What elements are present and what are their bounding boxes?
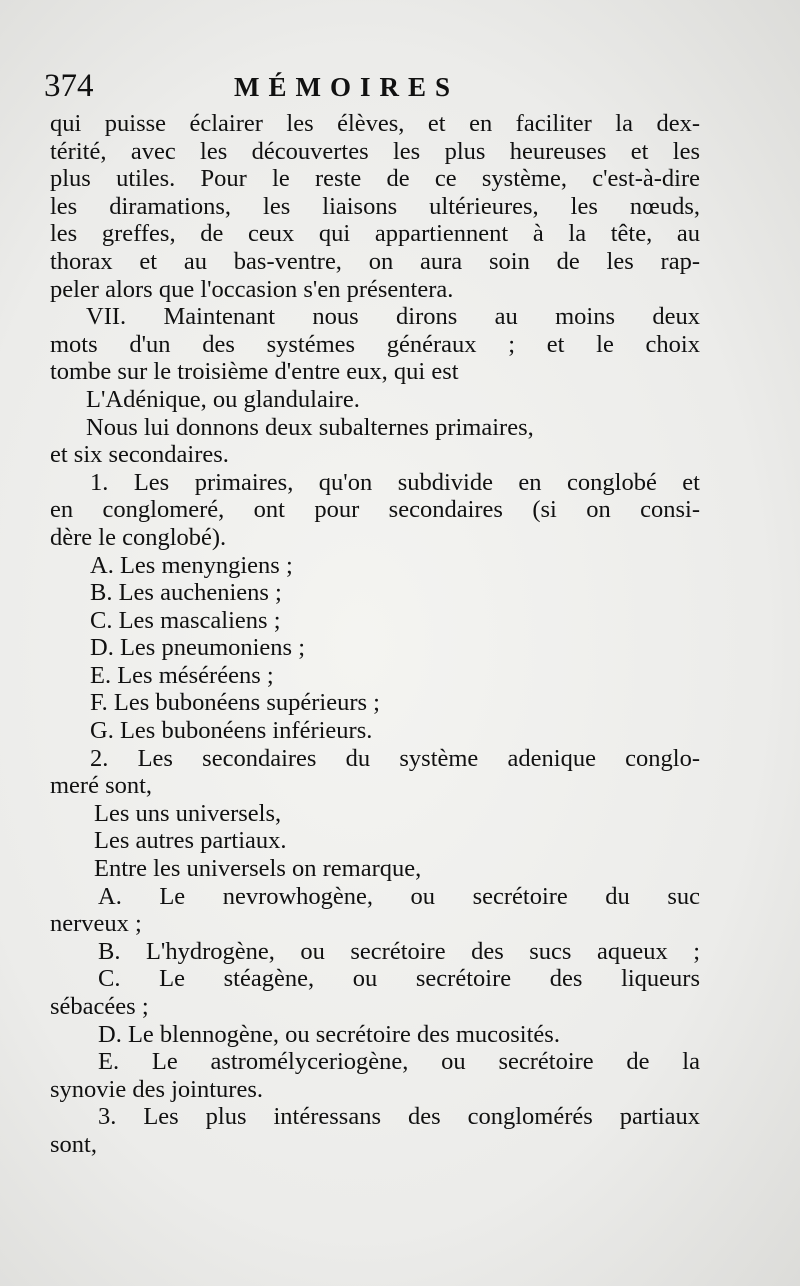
text-line: synovie des jointures. — [50, 1075, 263, 1103]
text-line: les greffes, de ceux qui appartiennent à la tête, au — [50, 220, 700, 248]
text-line: peler alors que l'occasion s'en présentera. — [50, 275, 454, 303]
text-line: 2. Les secondaires du système adenique conglo- — [90, 744, 700, 772]
body-text — [50, 110, 700, 1159]
list-item: D. Les pneumoniens ; — [90, 634, 306, 662]
list-item: F. Les bubonéens supérieurs ; — [90, 689, 380, 717]
list-item: C. Le stéagène, ou secrétoire des liqueurs — [98, 965, 700, 993]
text-line: les diramations, les liaisons ultérieures, les nœuds, — [50, 192, 700, 220]
text-line: nerveux ; — [50, 910, 142, 938]
text-line: dère le conglobé). — [50, 523, 227, 551]
list-item: D. Le blennogène, ou secrétoire des mucosités. — [98, 1020, 560, 1048]
text-line: mots d'un des systémes généraux ; et le choix — [50, 330, 700, 358]
text-line: thorax et au bas-ventre, on aura soin de les rap- — [50, 247, 700, 275]
list-item: A. Le nevrowhogène, ou secrétoire du suc — [98, 882, 700, 910]
text-line: tombe sur le troisième d'entre eux, qui est — [50, 358, 459, 386]
text-line: 1. Les primaires, qu'on subdivide en conglobé et — [90, 468, 700, 496]
text-line: meré sont, — [50, 772, 153, 800]
text-line: VII. Maintenant nous dirons au moins deux — [86, 303, 700, 331]
text-line: sont, — [50, 1130, 97, 1158]
section-title: L'Adénique, ou glandulaire. — [86, 385, 360, 413]
text-line: qui puisse éclairer les élèves, et en faciliter la dex- — [50, 110, 700, 137]
text-line: Les autres partiaux. — [94, 827, 287, 855]
list-item: A. Les menyngiens ; — [90, 551, 293, 579]
text-line: térité, avec les découvertes les plus heureuses et les — [50, 137, 700, 165]
text-line: Nous lui donnons deux subalternes primaires, — [86, 413, 534, 441]
page-header — [44, 66, 704, 110]
text-line: sébacées ; — [50, 993, 149, 1020]
text-line: Les uns universels, — [94, 799, 282, 827]
list-item: E. Les méséréens ; — [90, 661, 274, 689]
text-line: 3. Les plus intéressans des conglomérés partiaux — [98, 1103, 700, 1131]
list-item: B. Les aucheniens ; — [90, 579, 282, 607]
running-head: MÉMOIRES — [234, 72, 460, 102]
text-line: en conglomeré, ont pour secondaires (si on consi- — [50, 496, 700, 524]
list-item: B. L'hydrogène, ou secrétoire des sucs aqueux ; — [98, 937, 700, 965]
page-number: 374 — [44, 68, 94, 104]
text-line: Entre les universels on remarque, — [94, 855, 422, 883]
list-item: E. Le astromélyceriogène, ou secrétoire de la — [98, 1048, 700, 1076]
list-item: G. Les bubonéens inférieurs. — [90, 717, 373, 745]
text-line: plus utiles. Pour le reste de ce système, c'est-à-dire — [50, 165, 700, 193]
list-item: C. Les mascaliens ; — [90, 606, 281, 634]
text-line: et six secondaires. — [50, 441, 229, 469]
